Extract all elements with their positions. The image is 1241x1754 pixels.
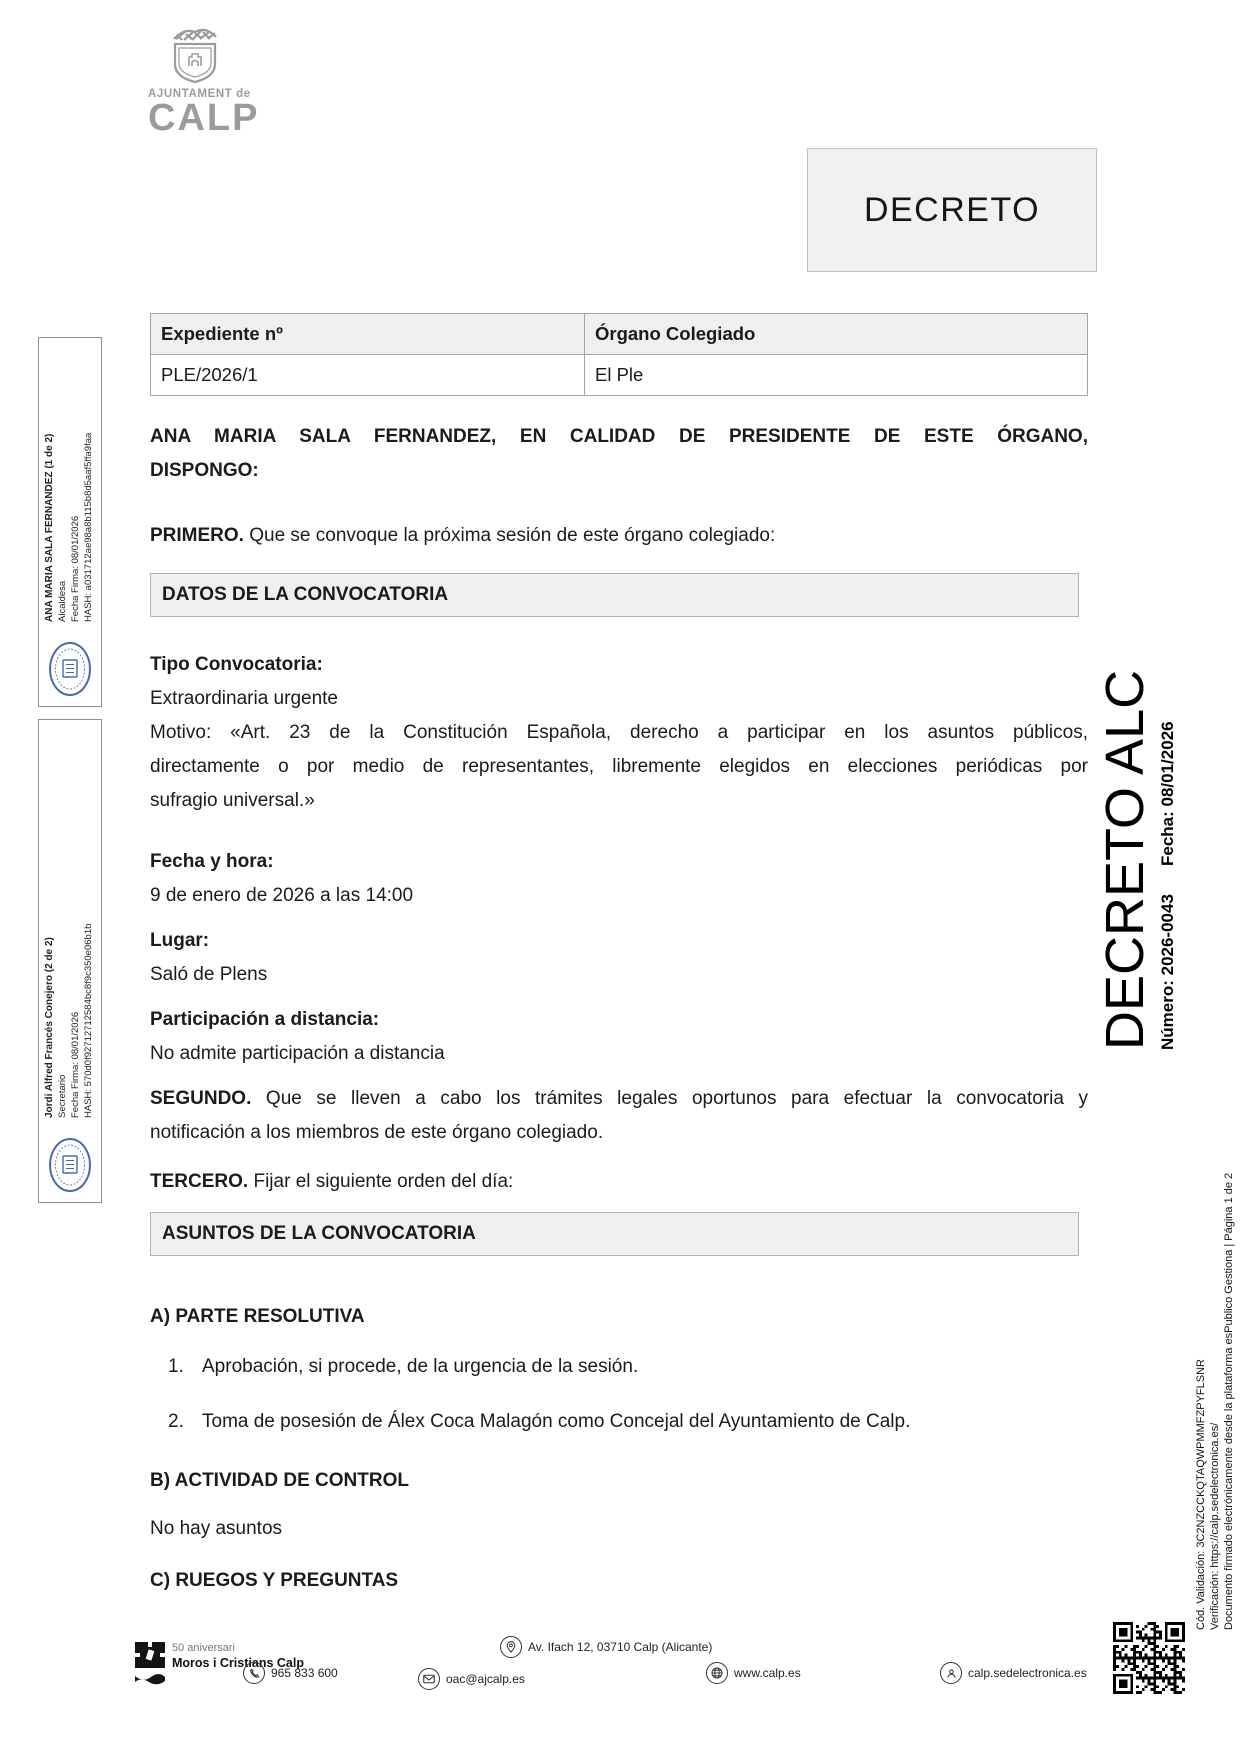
tipo-value: Extraordinaria urgente <box>150 688 338 709</box>
footer-phone <box>243 1662 338 1684</box>
agenda-item-2-text: Toma de posesión de Álex Coca Malagón como Concejal del Ayuntamiento de Calp. <box>202 1411 911 1432</box>
footer-aniversari: 50 aniversari <box>172 1642 235 1654</box>
footer-phone-number: 965 833 600 <box>271 1666 338 1680</box>
primero-label: PRIMERO. <box>150 525 244 546</box>
section-asuntos-convocatoria: ASUNTOS DE LA CONVOCATORIA <box>150 1212 1079 1256</box>
segundo-line1 <box>150 1082 1088 1116</box>
footer-web <box>706 1662 801 1684</box>
phone-icon <box>243 1662 265 1684</box>
expediente-table <box>150 313 1088 396</box>
signature-2-date: Fecha Firma: 08/01/2026 <box>70 1011 81 1118</box>
footer-email-text: oac@ajcalp.es <box>446 1672 525 1686</box>
moros-cristians-emblem-icon <box>133 1640 167 1688</box>
calp-crest-icon <box>162 26 228 86</box>
signature-1-name: ANA MARIA SALA FERNANDEZ (1 de 2) <box>44 433 55 622</box>
parte-b-title: B) ACTIVIDAD DE CONTROL <box>150 1470 409 1491</box>
participacion-value: No admite participación a distancia <box>150 1043 445 1064</box>
agenda-item-2 <box>168 1411 1078 1433</box>
lugar-label: Lugar: <box>150 930 210 951</box>
agenda-item-2-number: 2. <box>168 1411 184 1432</box>
signature-2-role: Secretario <box>57 1074 68 1118</box>
tercero-text: Fijar el siguiente orden del día: <box>248 1171 514 1192</box>
fecha-label: Fecha y hora: <box>150 851 274 872</box>
decreto-fecha: Fecha: 08/01/2026 <box>1158 721 1177 867</box>
primero-paragraph <box>150 519 1088 553</box>
location-pin-icon <box>500 1636 522 1658</box>
lugar-value: Saló de Plens <box>150 964 268 985</box>
intro-line2: DISPONGO: <box>150 460 259 481</box>
segundo-label: SEGUNDO. <box>150 1088 252 1109</box>
footer-address-text: Av. Ifach 12, 03710 Calp (Alicante) <box>528 1640 713 1654</box>
validation-note: Documento firmado electrónicamente desde la plataforma esPublico Gestiona | Página 1 de 2 <box>1223 1172 1235 1630</box>
header-expediente: Expediente nº <box>151 314 585 355</box>
parte-b-text: No hay asuntos <box>150 1518 283 1539</box>
tercero-paragraph <box>150 1165 1088 1199</box>
parte-c-title: C) RUEGOS Y PREGUNTAS <box>150 1570 399 1591</box>
globe-icon <box>706 1662 728 1684</box>
signature-2-text <box>43 728 99 1118</box>
signature-2-hash: HASH: 570d0f92712712584bc8f9c350e06b1b <box>83 923 94 1118</box>
segundo-text1: Que se lleven a cabo los trámites legales oportunos para efectuar la convocatoria y <box>251 1088 1088 1109</box>
footer-address <box>500 1636 712 1658</box>
signature-box-secretario <box>38 719 102 1203</box>
decreto-numero: Número: 2026-0043 <box>1158 894 1177 1050</box>
section-datos-convocatoria: DATOS DE LA CONVOCATORIA <box>150 573 1079 617</box>
cell-organo: El Ple <box>585 355 1088 396</box>
segundo-line2: notificación a los miembros de este órgano colegiado. <box>150 1122 604 1143</box>
signature-1-role: Alcaldesa <box>57 580 68 622</box>
validation-url: Verificación: https://calp.sedelectronica.es/ <box>1209 1422 1221 1630</box>
agenda-item-1-text: Aprobación, si procede, de la urgencia de la sesión. <box>202 1356 639 1377</box>
intro-paragraph <box>150 420 1088 488</box>
footer-sede <box>940 1662 1087 1684</box>
ayuntamiento-seal-icon <box>47 640 93 698</box>
logo-org-name: CALP <box>148 97 260 139</box>
motivo-line3: sufragio universal.» <box>150 790 315 811</box>
decreto-alc-vertical-title: DECRETO ALC <box>1095 669 1155 1050</box>
tipo-label: Tipo Convocatoria: <box>150 654 323 675</box>
footer-email <box>418 1668 525 1690</box>
decreto-number-date <box>1158 615 1178 1050</box>
motivo-line2: directamente o por medio de representantes, libremente elegidos en elecciones periódicas por <box>150 756 1088 777</box>
footer-web-text: www.calp.es <box>734 1666 801 1680</box>
logo-org-line: AJUNTAMENT de <box>148 88 251 100</box>
calp-logo <box>148 26 268 139</box>
signature-1-date: Fecha Firma: 08/01/2026 <box>70 515 81 622</box>
decreto-title-box: DECRETO <box>807 148 1097 272</box>
table-header-row <box>151 314 1088 355</box>
mail-icon <box>418 1668 440 1690</box>
motivo-paragraph <box>150 716 1088 818</box>
signature-2-name: Jordi Alfred Francés Conejero (2 de 2) <box>44 937 55 1118</box>
qr-code <box>1113 1622 1185 1694</box>
motivo-line1: Motivo: «Art. 23 de la Constitución Española, derecho a participar en los asuntos públicos, <box>150 722 1088 743</box>
footer-moros-cristians: Moros i Cristians Calp <box>172 1656 304 1670</box>
signature-1-text <box>43 346 99 622</box>
intro-line1: ANA MARIA SALA FERNANDEZ, EN CALIDAD DE PRESIDENTE DE ESTE ÓRGANO, <box>150 426 1088 447</box>
signature-box-alcaldesa <box>38 337 102 707</box>
table-row <box>151 355 1088 396</box>
validation-code: Cód. Validación: 3C2NZCCKQTAQWPMMFZPYFLSNR <box>1195 1359 1207 1630</box>
header-organo: Órgano Colegiado <box>585 314 1088 355</box>
validation-block <box>1194 1108 1236 1630</box>
cell-expediente: PLE/2026/1 <box>151 355 585 396</box>
person-icon <box>940 1662 962 1684</box>
participacion-label: Participación a distancia: <box>150 1009 380 1030</box>
agenda-item-1 <box>168 1356 1078 1378</box>
ayuntamiento-seal-icon <box>47 1136 93 1194</box>
fecha-value: 9 de enero de 2026 a las 14:00 <box>150 885 414 906</box>
footer-sede-text: calp.sedelectronica.es <box>968 1666 1087 1680</box>
segundo-paragraph <box>150 1082 1088 1150</box>
agenda-item-1-number: 1. <box>168 1356 184 1377</box>
tercero-label: TERCERO. <box>150 1171 249 1192</box>
parte-a-title: A) PARTE RESOLUTIVA <box>150 1306 365 1327</box>
primero-text: Que se convoque la próxima sesión de este órgano colegiado: <box>243 525 776 546</box>
signature-1-hash: HASH: a031712ae98a8b115b8d5aaf5ffa9faa <box>83 432 94 622</box>
